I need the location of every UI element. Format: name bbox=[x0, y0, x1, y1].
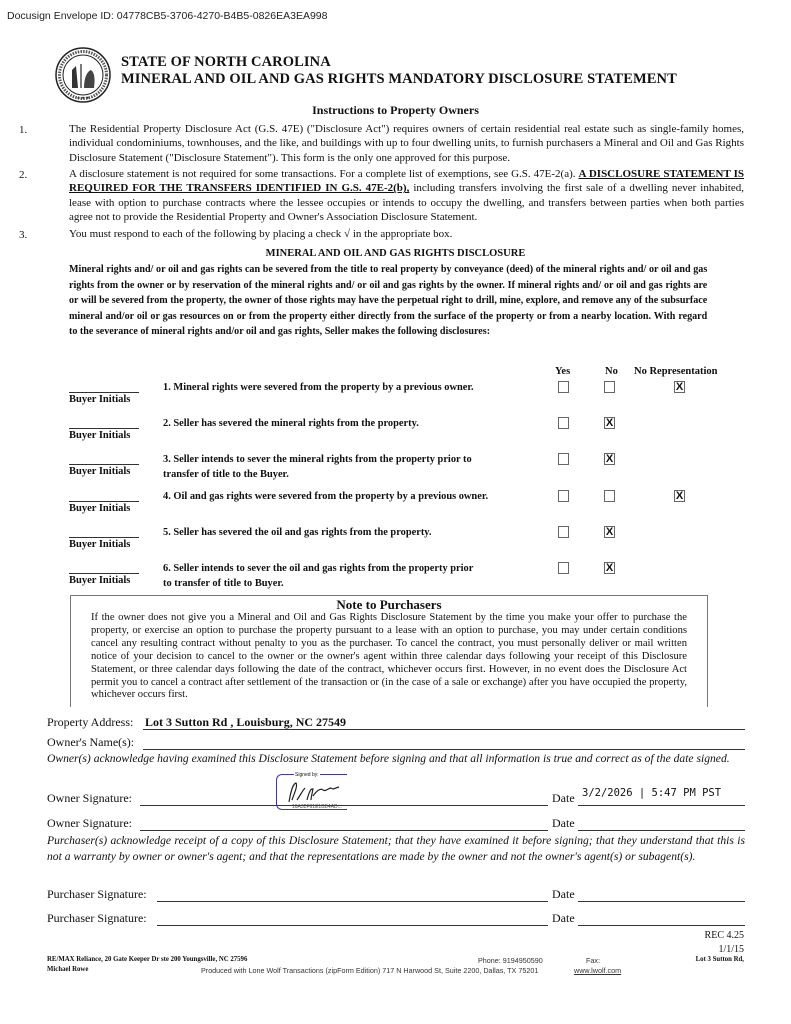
purchaser-signature-label: Purchaser Signature: bbox=[47, 911, 147, 925]
buyer-initials-label: Buyer Initials bbox=[69, 503, 131, 514]
purchaser-signature-field-2[interactable] bbox=[157, 910, 548, 926]
checkbox-no[interactable] bbox=[604, 490, 615, 502]
property-address-label: Property Address: bbox=[47, 715, 134, 729]
question-text: 2. Seller has severed the mineral rights from the property. bbox=[163, 418, 419, 429]
buyer-initials-field[interactable] bbox=[69, 464, 139, 465]
column-no: No bbox=[605, 366, 618, 377]
question-text-continued: transfer of title to the Buyer. bbox=[163, 469, 289, 480]
nc-real-estate-commission-seal-icon bbox=[54, 46, 112, 104]
purchaser-signature-field-1[interactable] bbox=[157, 886, 548, 902]
buyer-initials-field[interactable] bbox=[69, 392, 139, 393]
instruction-number: 1. bbox=[19, 124, 28, 136]
phone-number: Phone: 9194950590 bbox=[478, 956, 543, 965]
owner-acknowledgement: Owner(s) acknowledge having examined this Disclosure Statement before signing and that all information is true and correct as of the date signed. bbox=[47, 752, 730, 765]
instruction-text: A disclosure statement is not required for some transactions. For a complete list of exemptions, see G.S. 47E-2(a). bbox=[69, 168, 579, 180]
fax-number: Fax: bbox=[586, 956, 600, 965]
checkbox-yes[interactable] bbox=[558, 562, 569, 574]
buyer-initials-field[interactable] bbox=[69, 428, 139, 429]
owner-signature-label: Owner Signature: bbox=[47, 816, 132, 830]
lwolf-website-link[interactable]: www.lwolf.com bbox=[574, 966, 622, 975]
date-label: Date bbox=[552, 816, 575, 830]
column-no-representation: No Representation bbox=[634, 366, 718, 377]
disclosure-intro: Mineral rights and/ or oil and gas rights can be severed from the title to real property by conveyance (deed) of the mineral rights and/ or oil and gas rights from the owner or by reservation of the mineral rights and/ or oil and gas rights by the owner. If mineral rights and/ or oil and gas rights are or will be severed from the property, the owner of those rights may have the perpetual right to drill, mine, explore, and remove any of the subsurface mineral and/or oil or gas resources on or from the property either directly from the surface of the property or from a nearby location. With regard to the severance of mineral rights and/or oil and gas rights, Seller makes the following disclosures: bbox=[69, 264, 708, 337]
form-date: 1/1/15 bbox=[718, 944, 744, 955]
disclosure-question bbox=[163, 525, 543, 540]
checkbox-yes[interactable] bbox=[558, 417, 569, 429]
purchaser-acknowledgement: Purchaser(s) acknowledge receipt of a copy of this Disclosure Statement; that they have examined it before signing; that they understand that this is not a warranty by owner or owner's agent; and that the representations are made by the owner and not the owner's agent(s) or subagent(s). bbox=[47, 834, 745, 863]
date-label: Date bbox=[552, 887, 575, 901]
buyer-initials-label: Buyer Initials bbox=[69, 394, 131, 405]
checkbox-no[interactable] bbox=[604, 381, 615, 393]
checkbox-no-rep[interactable]: X bbox=[675, 381, 684, 393]
instruction-item: You must respond to each of the following by placing a check √ in the appropriate box. bbox=[69, 228, 453, 240]
instruction-number: 3. bbox=[19, 229, 28, 241]
question-text: 3. Seller intends to sever the mineral rights from the property prior to bbox=[163, 454, 472, 465]
checkbox-no[interactable]: X bbox=[605, 417, 614, 429]
form-title: MINERAL AND OIL AND GAS RIGHTS MANDATORY DISCLOSURE STATEMENT bbox=[121, 71, 677, 87]
instruction-item: The Residential Property Disclosure Act (G.S. 47E) ("Disclosure Act") requires owners of certain residential real estate such as single-family homes, individual condominiums, townhouses, and the like, and buildings with up to four dwelling units, to furnish purchasers a Mineral and Oil and Gas Rights Disclosure Statement ("Disclosure Statement"). This form is the only one approved for this purpose. bbox=[69, 123, 744, 164]
purchaser-date-field-2[interactable] bbox=[578, 910, 745, 926]
signed-by-label: Signed by: bbox=[295, 772, 319, 778]
instruction-text: including transfers involving the first sale of a dwelling never inhabited, lease with option to purchase contracts where the lessee occupies or intends to occupy the dwelling, and transfers between parties when both parties agree not to provide the Residential Property and Owner's Association Disclosure Statement. bbox=[69, 182, 744, 224]
disclosure-question bbox=[163, 489, 543, 504]
date-label: Date bbox=[552, 911, 575, 925]
owners-name-field[interactable] bbox=[143, 734, 745, 750]
owner-date-field-1[interactable] bbox=[578, 787, 745, 806]
signature-id: 16A32F61E1BB4AD... bbox=[292, 804, 342, 810]
instructions-heading: Instructions to Property Owners bbox=[312, 103, 479, 117]
instruction-number: 2. bbox=[19, 169, 28, 181]
owner-signature-field-2[interactable] bbox=[140, 815, 548, 831]
owners-name-label: Owner's Name(s): bbox=[47, 735, 135, 749]
checkbox-yes[interactable] bbox=[558, 526, 569, 538]
owner-signature-label: Owner Signature: bbox=[47, 791, 132, 805]
form-state-title: STATE OF NORTH CAROLINA bbox=[121, 54, 331, 70]
question-text: 5. Seller has severed the oil and gas rights from the property. bbox=[163, 527, 432, 538]
checkbox-no[interactable]: X bbox=[605, 526, 614, 538]
docusign-envelope-id: Docusign Envelope ID: 04778CB5-3706-4270-B4B5-0826EA3EA998 bbox=[7, 10, 328, 22]
disclosure-question bbox=[163, 561, 543, 591]
checkbox-no[interactable]: X bbox=[605, 453, 614, 465]
footer-file-name: Lot 3 Sutton Rd, bbox=[695, 956, 744, 963]
form-code: REC 4.25 bbox=[704, 930, 744, 941]
instruction-emphasis: A DISCLOSURE STATEMENT IS REQUIRED FOR THE TRANSFERS IDENTIFIED IN G.S. 47E-2(b), bbox=[69, 168, 745, 195]
brokerage-info: RE/MAX Reliance, 20 Gate Keeper Dr ste 200 Youngsville, NC 27596 bbox=[47, 956, 248, 963]
note-heading: Note to Purchasers bbox=[336, 597, 442, 612]
column-yes: Yes bbox=[555, 366, 571, 377]
disclosure-question bbox=[163, 416, 543, 431]
buyer-initials-field[interactable] bbox=[69, 501, 139, 502]
buyer-initials-field[interactable] bbox=[69, 537, 139, 538]
buyer-initials-label: Buyer Initials bbox=[69, 539, 131, 550]
purchaser-signature-label: Purchaser Signature: bbox=[47, 887, 147, 901]
property-address-value: Lot 3 Sutton Rd , Louisburg, NC 27549 bbox=[145, 715, 347, 729]
date-label: Date bbox=[552, 791, 575, 805]
svg-text:★ ★ ★: ★ ★ ★ bbox=[76, 95, 90, 100]
checkbox-yes[interactable] bbox=[558, 453, 569, 465]
question-text: 4. Oil and gas rights were severed from the property by a previous owner. bbox=[163, 491, 489, 502]
checkbox-no-rep[interactable]: X bbox=[675, 490, 684, 502]
question-text-continued: to transfer of title to Buyer. bbox=[163, 578, 284, 589]
checkbox-no[interactable]: X bbox=[605, 562, 614, 574]
question-text: 1. Mineral rights were severed from the property by a previous owner. bbox=[163, 382, 474, 393]
buyer-initials-field[interactable] bbox=[69, 573, 139, 574]
owner-signed-date: 3/2/2026 | 5:47 PM PST bbox=[582, 787, 722, 799]
disclosure-heading: MINERAL AND OIL AND GAS RIGHTS DISCLOSURE bbox=[265, 248, 526, 259]
agent-name: Michael Rowe bbox=[47, 966, 89, 973]
buyer-initials-label: Buyer Initials bbox=[69, 575, 131, 586]
disclosure-question bbox=[163, 380, 543, 395]
purchaser-date-field-1[interactable] bbox=[578, 886, 745, 902]
checkbox-yes[interactable] bbox=[558, 490, 569, 502]
property-address-field[interactable] bbox=[143, 714, 745, 730]
question-text: 6. Seller intends to sever the oil and gas rights from the property prior bbox=[163, 563, 474, 574]
owner-date-field-2[interactable] bbox=[578, 815, 745, 831]
note-text: If the owner does not give you a Mineral and Oil and Gas Rights Disclosure Statement by the time you make your offer to purchase the property, or exercise an option to purchase the property pursuant to a lease with an option to purchase, you may under certain conditions cancel any resulting contract without penalty to you as the purchaser. To cancel the contract, you must personally deliver or mail written notice of your decision to cancel to the owner or the owner's agent within three calendar days following your receipt of this Disclosure Statement, or three calendar days following the date of the contract, whichever occurs first. However, in no event does the Disclosure Act permit you to cancel a contract after settlement of the transaction or (in the case of a sale or exchange) after you have occupied the property, whichever occurs first. bbox=[91, 612, 687, 701]
buyer-initials-label: Buyer Initials bbox=[69, 466, 131, 477]
checkbox-yes[interactable] bbox=[558, 381, 569, 393]
disclosure-question bbox=[163, 452, 543, 482]
produced-by: Produced with Lone Wolf Transactions (zipForm Edition) 717 N Harwood St, Suite 2200, Dallas, TX 75201 bbox=[201, 966, 539, 975]
instruction-item bbox=[69, 167, 744, 225]
buyer-initials-label: Buyer Initials bbox=[69, 430, 131, 441]
